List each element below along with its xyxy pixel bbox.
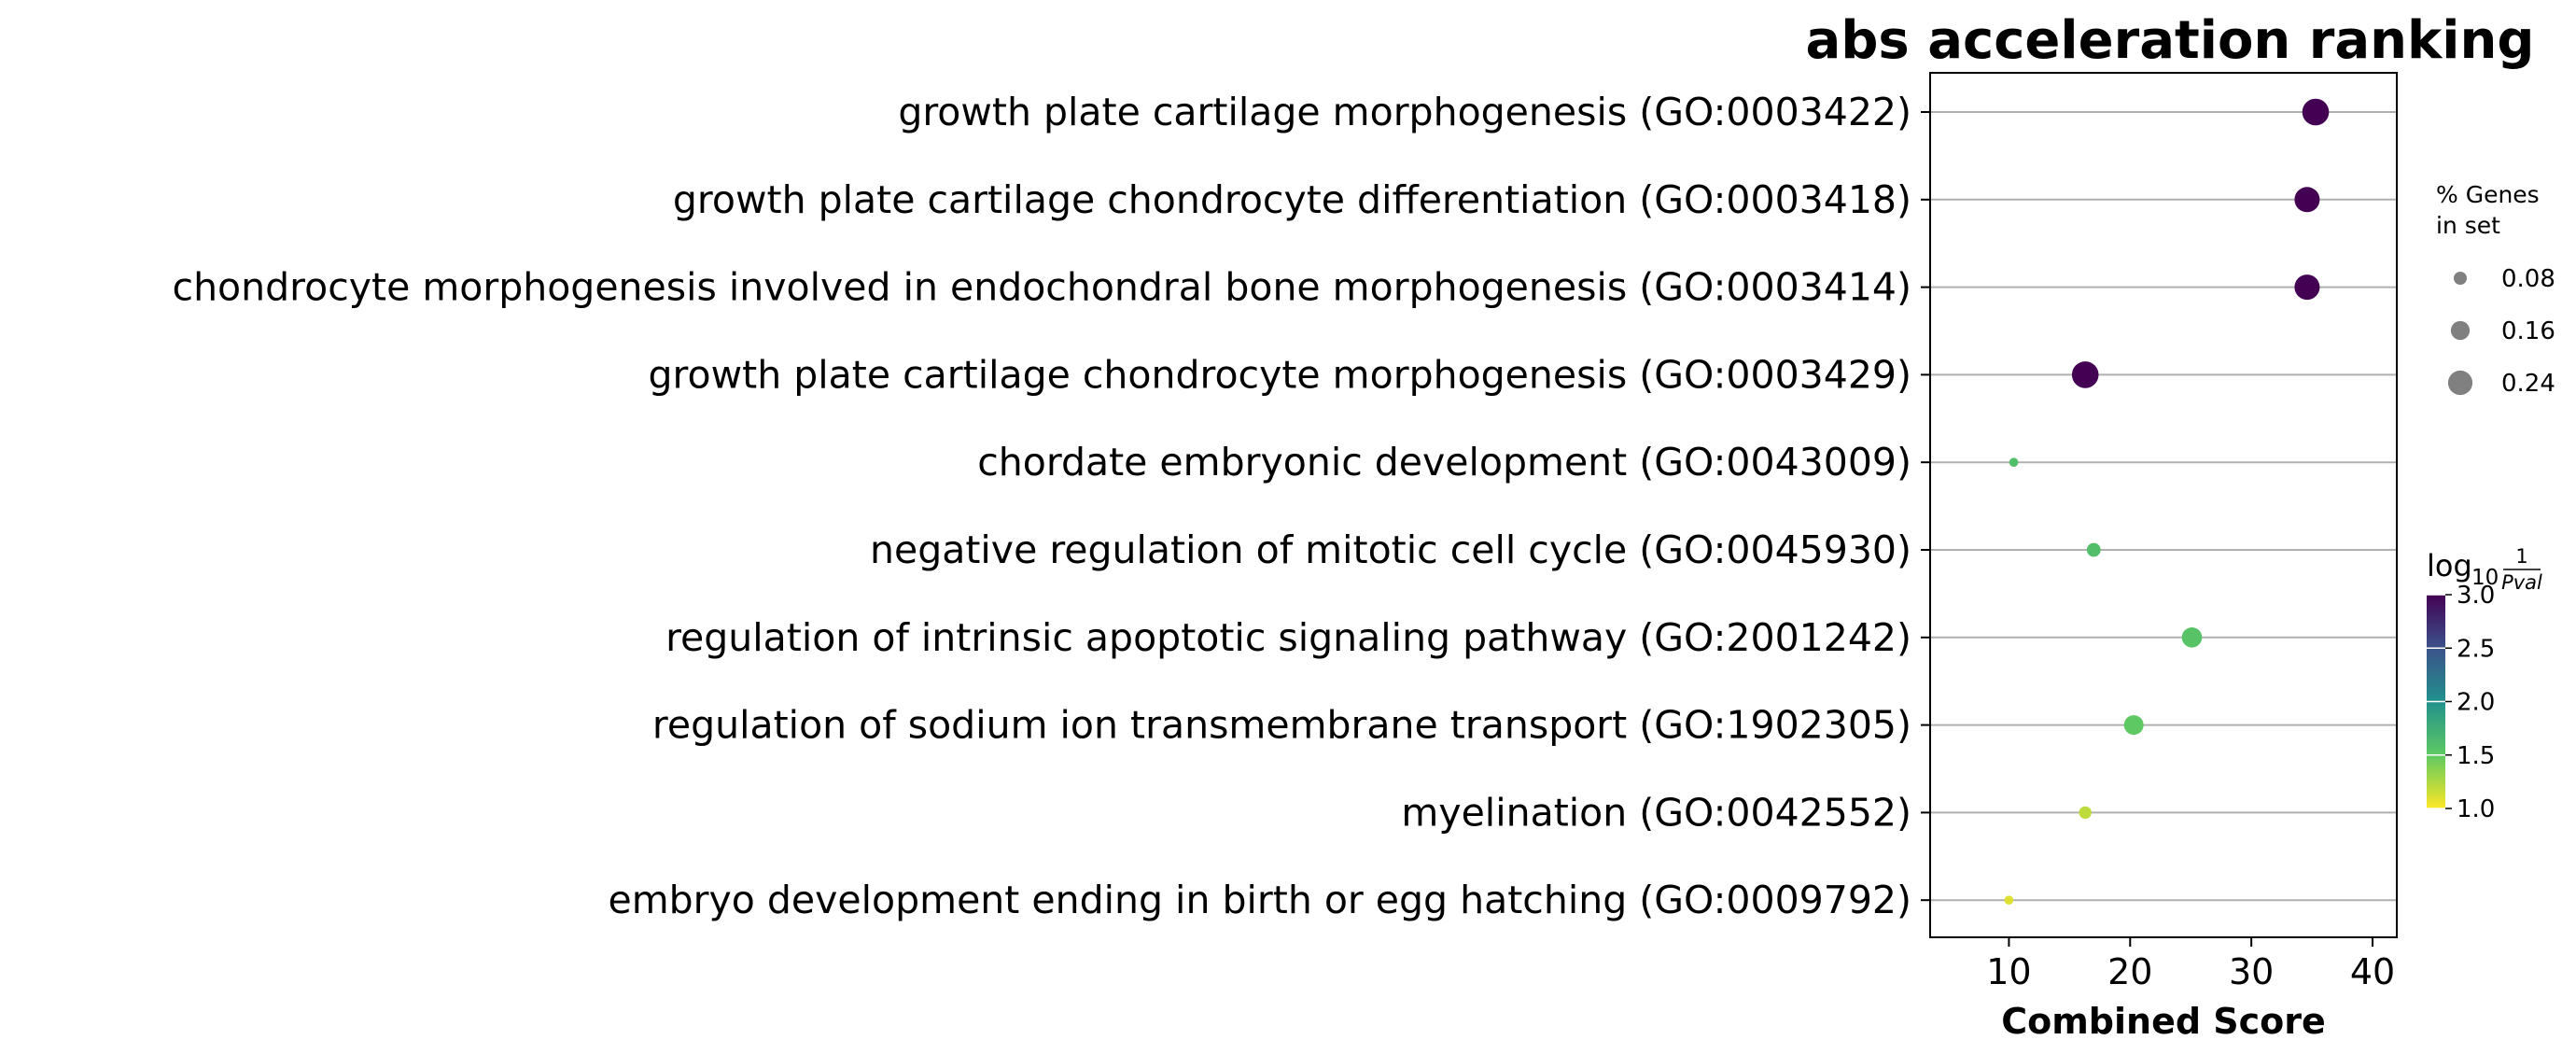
y-tick-label: growth plate cartilage chondrocyte morphogenesis (GO:0003429) xyxy=(648,352,1911,398)
size-legend-label: 0.16 xyxy=(2501,317,2555,345)
x-axis-label: Combined Score xyxy=(2001,1001,2326,1042)
x-tick-label: 40 xyxy=(2349,951,2396,992)
colorbar-tick-label: 3.0 xyxy=(2457,582,2496,610)
size-legend-marker xyxy=(2448,371,2472,395)
y-tick-label: chordate embryonic development (GO:0043009) xyxy=(977,440,1911,485)
y-tick-label: regulation of sodium ion transmembrane transport (GO:1902305) xyxy=(651,702,1911,748)
colorbar-tick-label: 2.0 xyxy=(2457,688,2496,717)
y-tick-label: negative regulation of mitotic cell cycle (GO:0045930) xyxy=(869,527,1911,572)
data-point xyxy=(2005,895,2014,905)
size-legend-title-line2: in set xyxy=(2436,212,2500,239)
data-point xyxy=(2182,627,2203,648)
colorbar-title-numerator: 1 xyxy=(2515,545,2528,568)
colorbar-tick-label: 1.5 xyxy=(2457,741,2496,770)
data-point xyxy=(2087,543,2101,557)
data-point xyxy=(2009,457,2019,467)
data-point xyxy=(2294,187,2319,212)
colorbar-tick-label: 1.0 xyxy=(2457,795,2496,823)
plot-area-frame xyxy=(1930,73,2397,937)
size-legend-label: 0.24 xyxy=(2501,370,2555,398)
colorbar xyxy=(2427,545,2542,823)
x-tick-label: 30 xyxy=(2228,951,2275,992)
size-legend-label: 0.08 xyxy=(2501,265,2555,293)
gridlines xyxy=(1921,112,2397,900)
colorbar-title-subscript: 10 xyxy=(2471,566,2499,590)
y-tick-label: growth plate cartilage morphogenesis (GO:0003422) xyxy=(898,90,1911,134)
data-point xyxy=(2079,807,2092,819)
data-points xyxy=(2005,99,2330,905)
x-axis-ticks xyxy=(1986,937,2395,992)
x-tick-label: 10 xyxy=(1986,951,2032,992)
colorbar-title-denominator: Pval xyxy=(2501,571,2542,594)
data-point xyxy=(2303,99,2330,126)
x-tick-label: 20 xyxy=(2107,951,2153,992)
colorbar-title-log: log xyxy=(2427,548,2472,583)
size-legend-title-line1: % Genes xyxy=(2436,181,2540,208)
data-point xyxy=(2294,274,2319,300)
y-tick-label: chondrocyte morphogenesis involved in endochondral bone morphogenesis (GO:0003414) xyxy=(172,264,1911,310)
y-tick-labels xyxy=(173,90,1911,922)
y-tick-label: regulation of intrinsic apoptotic signaling pathway (GO:2001242) xyxy=(665,614,1911,660)
y-tick-label: embryo development ending in birth or egg hatching (GO:0009792) xyxy=(608,878,1911,923)
data-point xyxy=(2072,361,2099,388)
size-legend-marker xyxy=(2454,272,2467,285)
data-point xyxy=(2124,715,2144,735)
size-legend xyxy=(2436,181,2555,398)
y-tick-label: myelination (GO:0042552) xyxy=(1401,790,1911,836)
chart-title: abs acceleration ranking xyxy=(1805,10,2535,71)
colorbar-tick-label: 2.5 xyxy=(2457,635,2496,664)
size-legend-marker xyxy=(2451,321,2470,340)
y-tick-label: growth plate cartilage chondrocyte differentiation (GO:0003418) xyxy=(672,176,1911,222)
